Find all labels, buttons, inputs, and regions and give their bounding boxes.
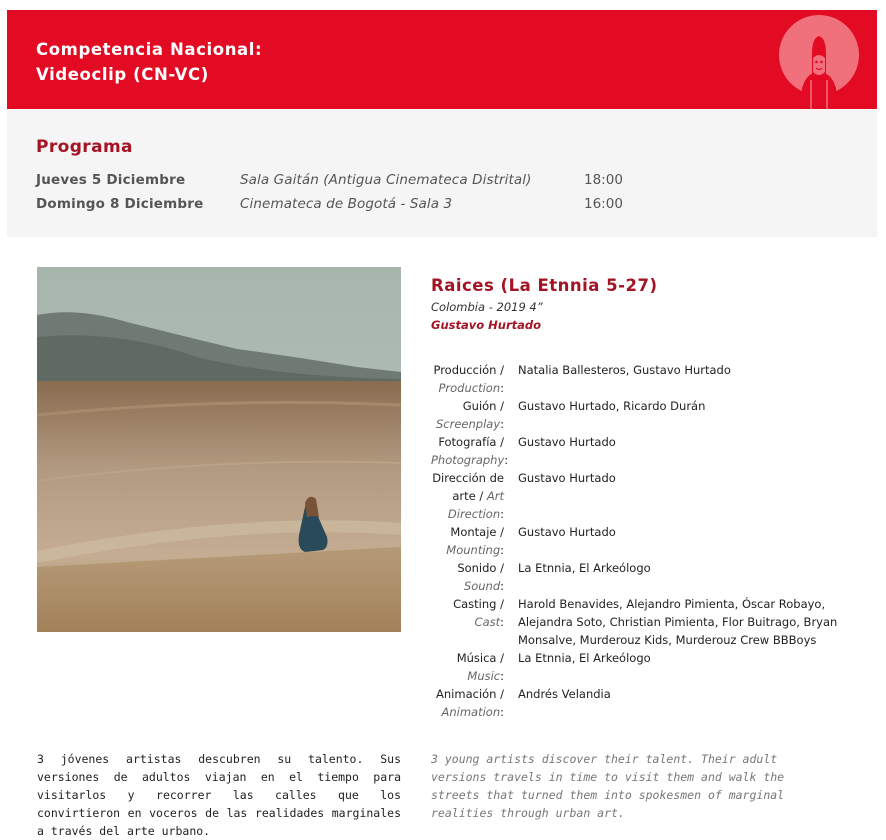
credit-label-en: Production	[438, 381, 501, 395]
credit-value: Andrés Velandia	[518, 687, 611, 701]
credit-row: Fotografía / Photography: Gustavo Hurtado	[431, 433, 851, 469]
schedule-day: Domingo 8 Diciembre	[36, 196, 204, 212]
schedule-time: 18:00	[584, 172, 623, 188]
section-title-line1: Competencia Nacional:	[36, 40, 263, 59]
credit-label-en: Mounting	[446, 543, 501, 557]
credit-label-en: Cast	[474, 615, 501, 629]
credit-row: Guión / Screenplay: Gustavo Hurtado, Ricardo Durán	[431, 397, 851, 433]
credit-label-en: Screenplay	[435, 417, 501, 431]
credits-list	[431, 361, 851, 721]
credit-label-en: Animation	[441, 705, 501, 719]
credit-row: Montaje / Mounting: Gustavo Hurtado	[431, 523, 851, 559]
credit-row: Dirección de arte / Art Direction: Gustavo Hurtado	[431, 469, 851, 523]
credit-row: Sonido / Sound: La Etnnia, El Arkeólogo	[431, 559, 851, 595]
credit-label: Guión /	[462, 399, 504, 413]
credit-label: Producción /	[433, 363, 504, 377]
film-still-image	[37, 267, 401, 632]
credit-value: La Etnnia, El Arkeólogo	[518, 651, 651, 665]
film-country-year: Colombia - 2019 4”	[431, 300, 543, 314]
synopsis-english: 3 young artists discover their talent. Their adult versions travels in time to visit them and walk the streets that turned them into spokesmen of marginal realities through urban art.	[431, 752, 785, 820]
credit-label-en: Photography	[431, 453, 505, 467]
schedule-venue: Cinemateca de Bogotá - Sala 3	[240, 196, 453, 212]
section-title	[36, 37, 262, 87]
credit-value: Harold Benavides, Alejandro Pimienta, Óscar Robayo, Alejandra Soto, Christian Pimienta, Flor Buitrago, Bryan Monsalve, Murderouz Kids, Murderouz Crew BBBoys	[518, 597, 838, 647]
credit-value: Gustavo Hurtado	[518, 525, 616, 539]
film-title: Raices (La Etnnia 5-27)	[431, 276, 658, 295]
credit-label: Sonido /	[457, 561, 504, 575]
credit-row: Música / Music: La Etnnia, El Arkeólogo	[431, 649, 851, 685]
credit-label: Animación /	[436, 687, 504, 701]
schedule-heading: Programa	[36, 137, 133, 157]
credit-label: Música /	[456, 651, 504, 665]
credit-label-en: Art Direction	[447, 489, 504, 521]
credit-row: Casting / Cast: Harold Benavides, Alejandro Pimienta, Óscar Robayo, Alejandra Soto, Christian Pimienta, Flor Buitrago, Bryan Monsalve, Murderouz Kids, Murderouz Crew BBBoys	[431, 595, 851, 649]
credit-value: Gustavo Hurtado	[518, 471, 616, 485]
section-title-line2: Videoclip (CN-VC)	[36, 65, 209, 84]
credit-value: Gustavo Hurtado, Ricardo Durán	[518, 399, 706, 413]
credit-label-en: Sound	[463, 579, 501, 593]
credit-label: Casting /	[453, 597, 504, 611]
schedule-venue: Sala Gaitán (Antigua Cinemateca Distrital)	[240, 172, 532, 188]
film-director: Gustavo Hurtado	[431, 318, 542, 332]
section-header	[7, 10, 877, 109]
credit-label: Dirección de	[432, 471, 504, 485]
credit-value: Natalia Ballesteros, Gustavo Hurtado	[518, 363, 731, 377]
credit-row: Producción / Production: Natalia Ballesteros, Gustavo Hurtado	[431, 361, 851, 397]
credit-value: La Etnnia, El Arkeólogo	[518, 561, 651, 575]
synopsis-spanish: 3 jóvenes artistas descubren su talento. Sus versiones de adultos viajan en el tiempo para visitarlos y recorrer las calles que los convirtieron en voceros de las realidades marginales a través del arte urbano.	[37, 752, 401, 838]
credit-value: Gustavo Hurtado	[518, 435, 616, 449]
credit-label-2: arte /	[452, 489, 484, 503]
credit-label: Montaje /	[450, 525, 504, 539]
schedule-time: 16:00	[584, 196, 623, 212]
schedule-section	[7, 110, 877, 237]
schedule-day: Jueves 5 Diciembre	[36, 172, 186, 188]
credit-row: Animación / Animation: Andrés Velandia	[431, 685, 851, 721]
credit-label: Fotografía /	[438, 435, 504, 449]
credit-label-en: Music	[467, 669, 501, 683]
festival-logo-icon	[778, 14, 860, 109]
